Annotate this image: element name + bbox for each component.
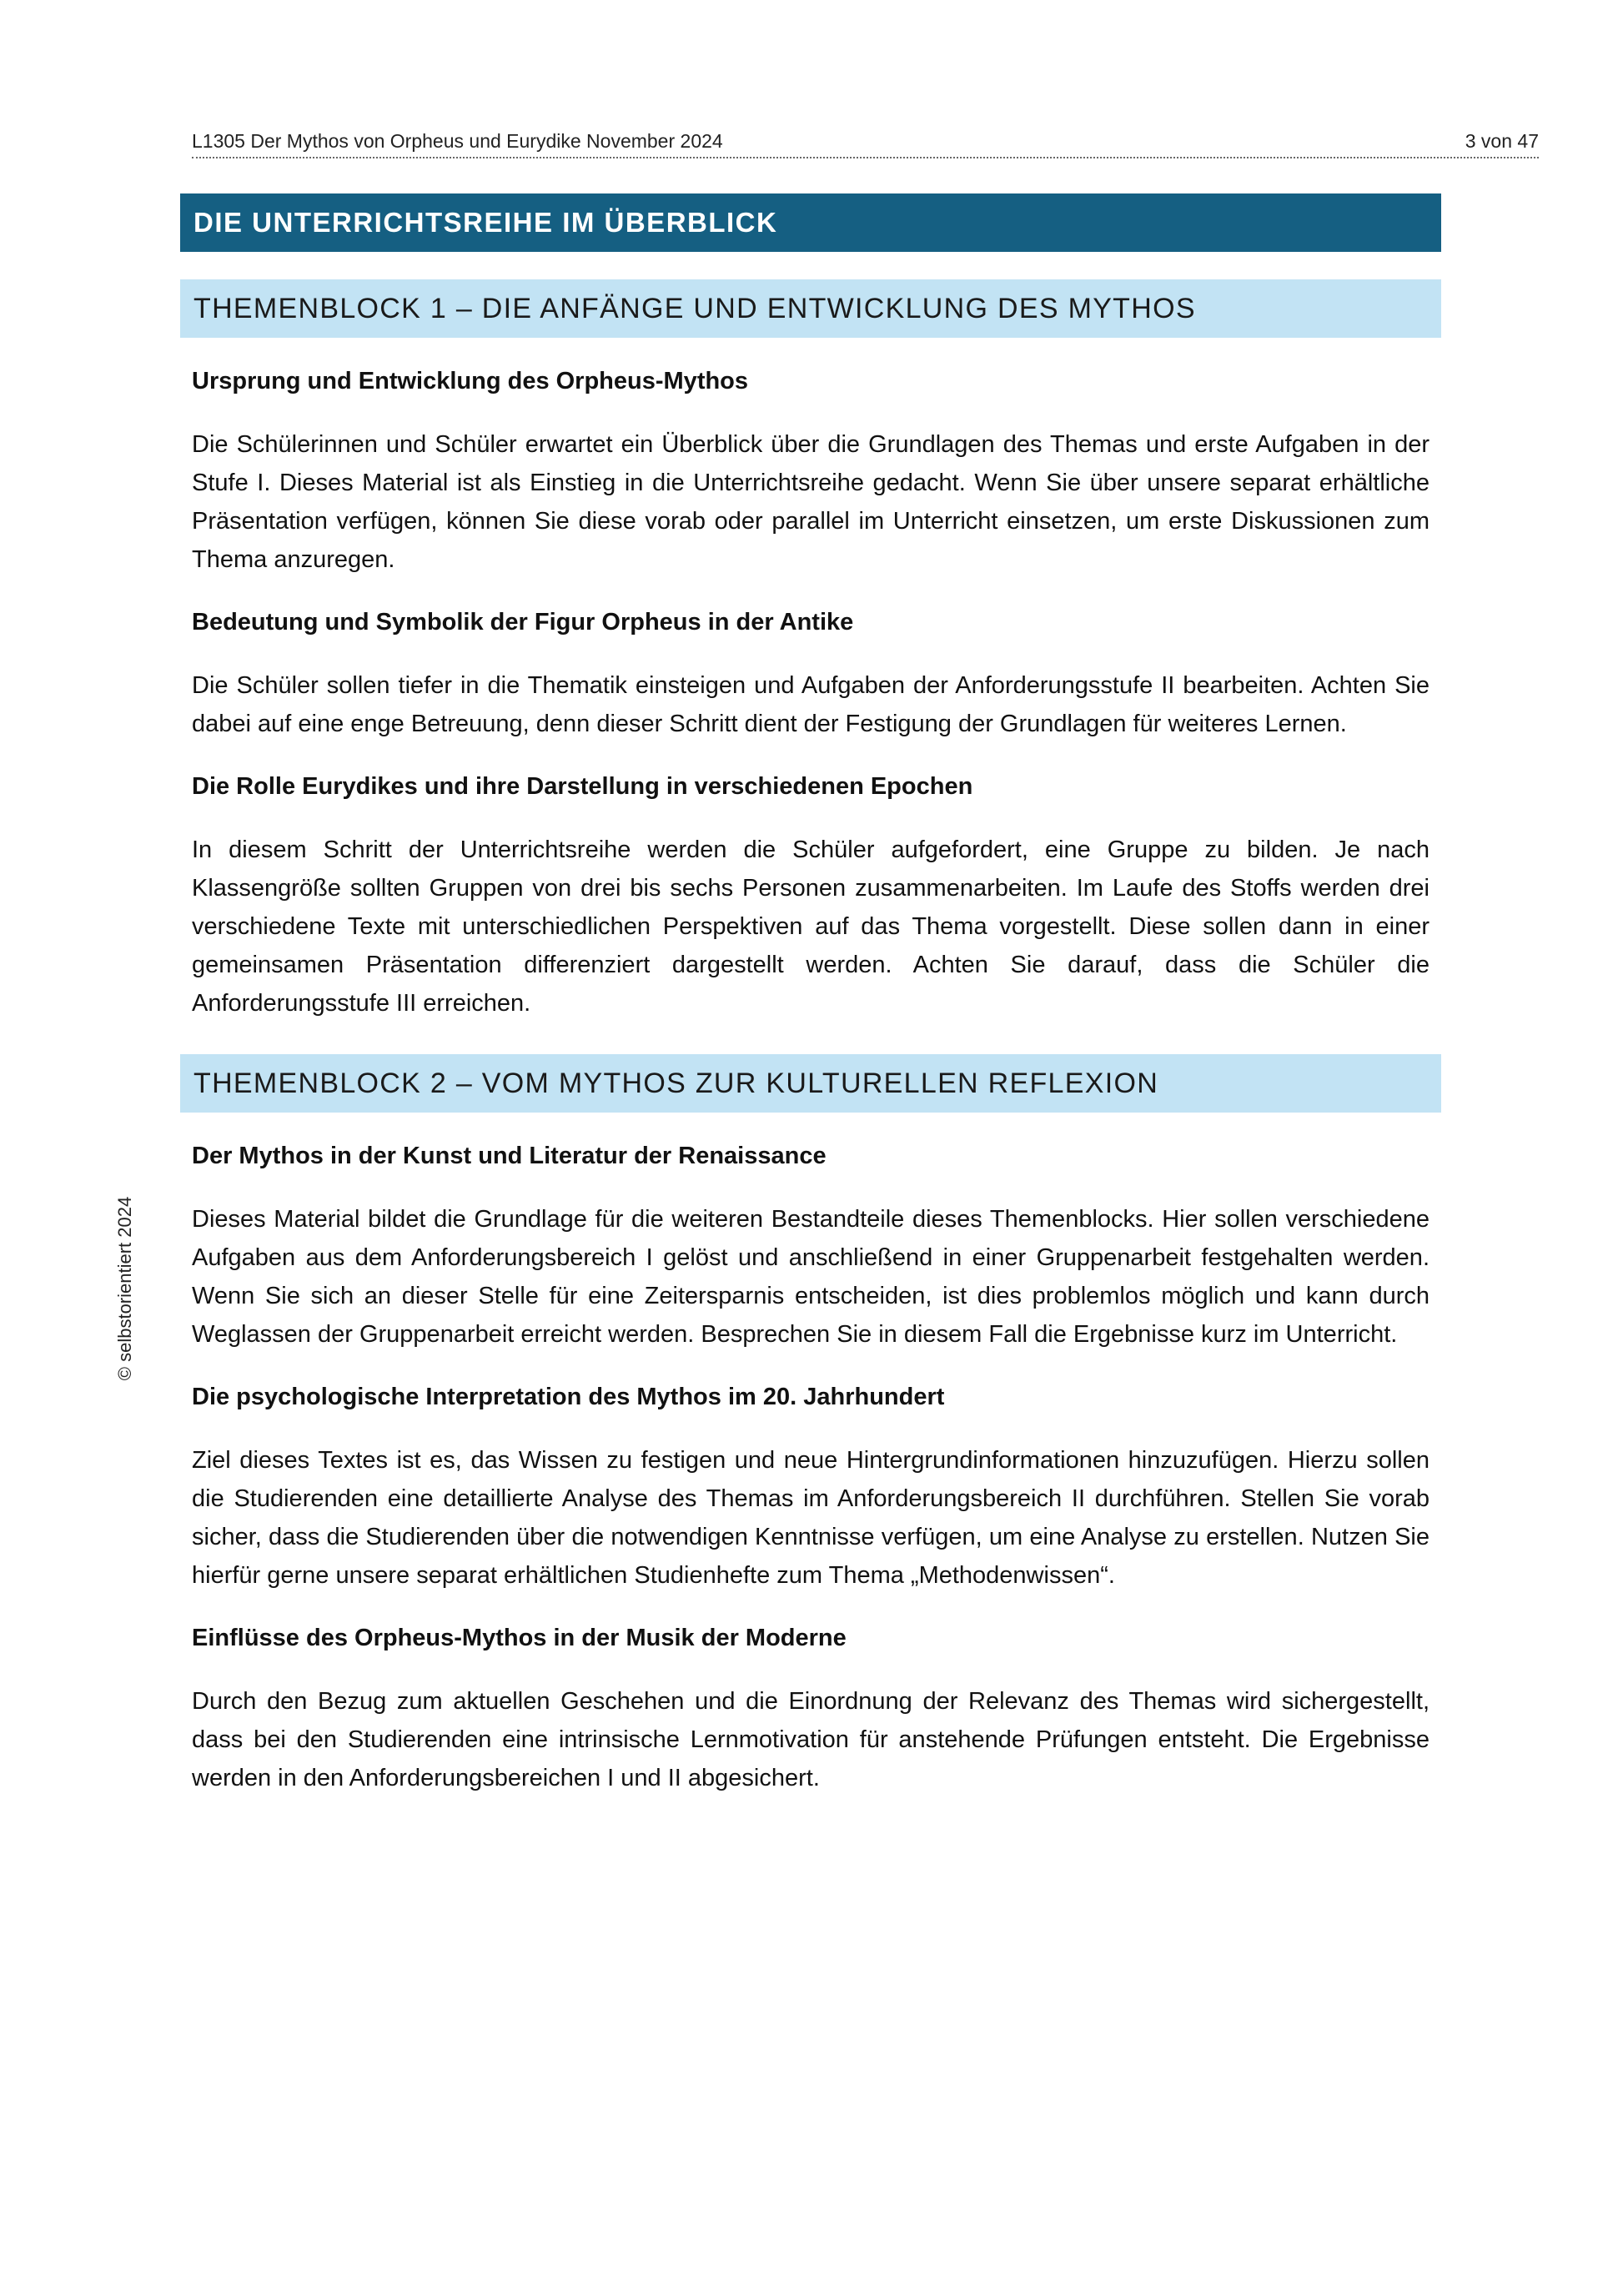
section-heading: Ursprung und Entwicklung des Orpheus-Mythos: [192, 368, 749, 394]
section-text: Dieses Material bildet die Grundlage für die weiteren Bestandteile dieses Themenblocks. Hier sollen verschiedene Aufgaben aus dem Anforderungsbereich I gelöst und anschließend in einer Gruppenarbeit festgehalten werden. Wenn Sie sich an dieser Stelle für eine Zeitersparnis entscheiden, ist dies problemlos möglich und kann durch Weglassen der Gruppenarbeit erreicht werden. Besprechen Sie in diesem Fall die Ergebnisse kurz im Unterricht.: [192, 1206, 1430, 1348]
section-heading: Der Mythos in der Kunst und Literatur der Renaissance: [192, 1143, 827, 1169]
section-text: Die Schüler sollen tiefer in die Thematik einsteigen und Aufgaben der Anforderungsstufe II bearbeiten. Achten Sie dabei auf eine enge Betreuung, denn dieser Schritt dient der Festigung der Grundlagen für weiteres Lernen.: [192, 672, 1430, 737]
page-content: [180, 193, 1441, 1797]
main-title-banner: DIE UNTERRICHTSREIHE IM ÜBERBLICK: [180, 193, 1441, 252]
document-title: L1305 Der Mythos von Orpheus und Eurydike November 2024: [192, 130, 723, 152]
themenblock-2-banner: THEMENBLOCK 2 – VOM MYTHOS ZUR KULTURELLEN REFLEXION: [180, 1054, 1441, 1113]
section-text: Die Schülerinnen und Schüler erwartet ein Überblick über die Grundlagen des Themas und erste Aufgaben in der Stufe I. Dieses Material ist als Einstieg in die Unterrichtsreihe gedacht. Wenn Sie über unsere separat erhältliche Präsentation verfügen, können Sie diese vorab oder parallel im Unterricht einsetzen, um erste Diskussionen zum Thema anzuregen.: [192, 431, 1430, 573]
section-text: Ziel dieses Textes ist es, das Wissen zu festigen und neue Hintergrundinformationen hinzuzufügen. Hierzu sollen die Studierenden eine detaillierte Analyse des Themas im Anforderungsbereich II durchführen. Stellen Sie vorab sicher, dass die Studierenden über die notwendigen Kenntnisse verfügen, um eine Analyse zu erstellen. Nutzen Sie hierfür gerne unsere separat erhältlichen Studienhefte zum Thema „Methodenwissen“.: [192, 1447, 1430, 1589]
section-text: Durch den Bezug zum aktuellen Geschehen und die Einordnung der Relevanz des Themas wird sichergestellt, dass bei den Studierenden eine intrinsische Lernmotivation für anstehende Prüfungen entsteht. Die Ergebnisse werden in den Anforderungsbereichen I und II abgesichert.: [192, 1688, 1430, 1791]
copyright-notice: © selbstorientiert 2024: [114, 1196, 135, 1381]
section-text: In diesem Schritt der Unterrichtsreihe werden die Schüler aufgefordert, eine Gruppe zu bilden. Je nach Klassengröße sollten Gruppen von drei bis sechs Personen zusammenarbeiten. Im Laufe des Stoffs werden drei verschiedene Texte mit unterschiedlichen Perspektiven auf das Thema vorgestellt. Diese sollen dann in einer gemeinsamen Präsentation differenziert dargestellt werden. Achten Sie darauf, dass die Schüler die Anforderungsstufe III erreichen.: [192, 837, 1430, 1017]
themenblock-1-sections: [180, 338, 1441, 1022]
page-number: 3 von 47: [1465, 130, 1539, 152]
section-heading: Einflüsse des Orpheus-Mythos in der Musik der Moderne: [192, 1625, 847, 1651]
page-header: [192, 125, 1539, 158]
section-heading: Die Rolle Eurydikes und ihre Darstellung in verschiedenen Epochen: [192, 773, 973, 800]
section-heading: Die psychologische Interpretation des Mythos im 20. Jahrhundert: [192, 1384, 945, 1410]
section-heading: Bedeutung und Symbolik der Figur Orpheus in der Antike: [192, 609, 854, 636]
block-spacer: [180, 1022, 1441, 1054]
themenblock-1-banner: THEMENBLOCK 1 – DIE ANFÄNGE UND ENTWICKLUNG DES MYTHOS: [180, 279, 1441, 338]
themenblock-2-sections: [180, 1113, 1441, 1797]
